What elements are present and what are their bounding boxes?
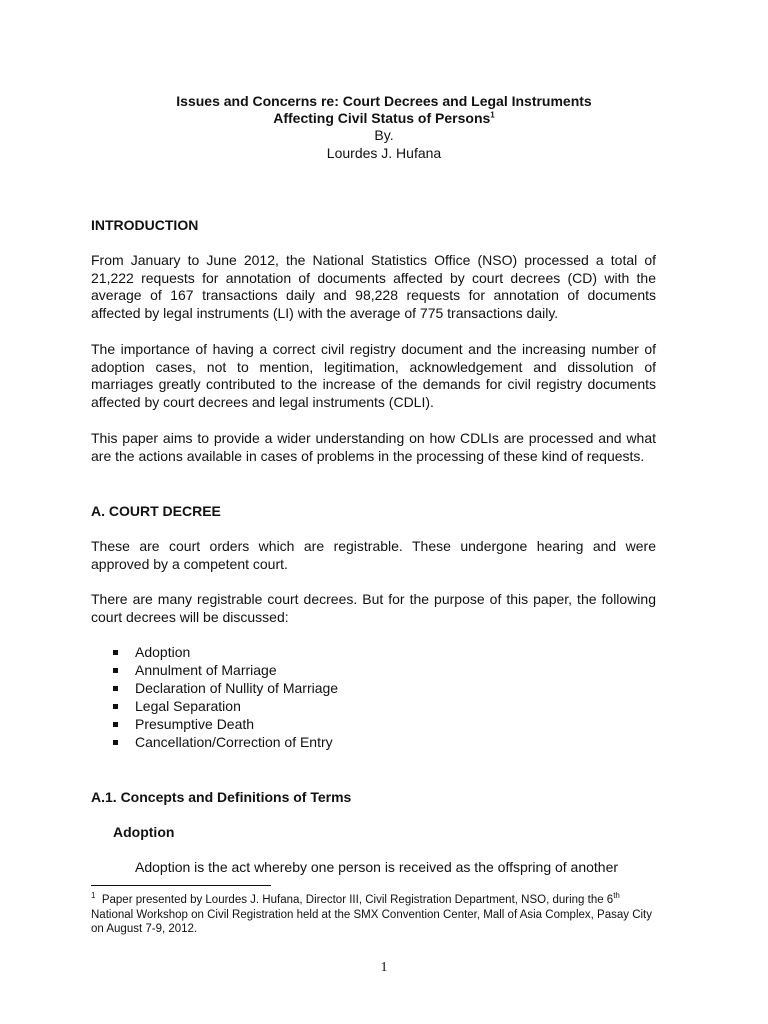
title-line-2-text: Affecting Civil Status of Persons	[273, 110, 491, 126]
list-item	[113, 698, 338, 716]
court-decree-paragraph-2: There are many registrable court decrees. But for the purpose of this paper, the following court decrees will be discussed:	[91, 591, 656, 625]
list-item	[113, 644, 338, 662]
adoption-subheading: Adoption	[113, 824, 175, 840]
intro-paragraph-1: From January to June 2012, the National Statistics Office (NSO) processed a total of 21,222 requests for annotation of documents affected by court decrees (CD) with the average of 167 transactions daily and 98,228 requests for annotation of documents affected by legal instruments (LI) with the average of 775 transactions daily.	[91, 252, 656, 321]
list-item	[113, 716, 338, 734]
bullet-square-icon	[113, 740, 118, 745]
list-item-label: Adoption	[135, 644, 191, 660]
title-line-2	[0, 110, 768, 127]
footnote-text-2: National Workshop on Civil Registration held at the SMX Convention Center, Mall of Asia Complex, Pasay City on August 7-9, 2012.	[91, 908, 652, 935]
bullet-square-icon	[113, 722, 118, 727]
list-item-label: Declaration of Nullity of Marriage	[135, 679, 339, 696]
title-line-1: Issues and Concerns re: Court Decrees and Legal Instruments	[176, 93, 592, 109]
court-decree-heading: A. COURT DECREE	[91, 503, 221, 519]
list-item-label: Legal Separation	[135, 697, 241, 714]
footnote-superscript: th	[613, 891, 620, 901]
bullet-square-icon	[113, 686, 118, 691]
footnote-divider	[91, 885, 271, 886]
title-footnote-marker: 1	[490, 110, 495, 120]
intro-paragraph-3: This paper aims to provide a wider understanding on how CDLIs are processed and what are the actions available in cases of problems in the processing of these kind of requests.	[91, 430, 656, 464]
list-item	[113, 662, 338, 680]
court-decree-paragraph-1: These are court orders which are registrable. These undergone hearing and were approved by a competent court.	[91, 538, 656, 572]
title-by: By.	[374, 127, 394, 143]
list-item	[113, 734, 338, 752]
bullet-square-icon	[113, 668, 118, 673]
author-name: Lourdes J. Hufana	[326, 145, 442, 161]
list-item	[113, 680, 338, 698]
footnote-text-1: Paper presented by Lourdes J. Hufana, Director III, Civil Registration Department, NSO, during the 6	[101, 894, 614, 906]
intro-paragraph-2: The importance of having a correct civil registry document and the increasing number of adoption cases, not to mention, legitimation, acknowledgement and dissolution of marriages greatly contributed to the increase of the demands for civil registry documents affected by court decrees and legal instruments (CDLI).	[91, 341, 656, 410]
bullet-square-icon	[113, 650, 118, 655]
introduction-heading: INTRODUCTION	[91, 217, 199, 233]
adoption-paragraph: Adoption is the act whereby one person is received as the offspring of another	[135, 859, 619, 875]
bullet-square-icon	[113, 704, 118, 709]
list-item-label: Annulment of Marriage	[135, 661, 277, 678]
footnote-marker: 1	[91, 891, 96, 901]
list-item-label: Presumptive Death	[135, 715, 255, 732]
court-decree-list	[113, 644, 338, 751]
list-item-label: Cancellation/Correction of Entry	[135, 733, 333, 750]
concepts-heading: A.1. Concepts and Definitions of Terms	[91, 789, 352, 805]
page-number: 1	[380, 960, 388, 975]
footnote	[91, 893, 656, 937]
